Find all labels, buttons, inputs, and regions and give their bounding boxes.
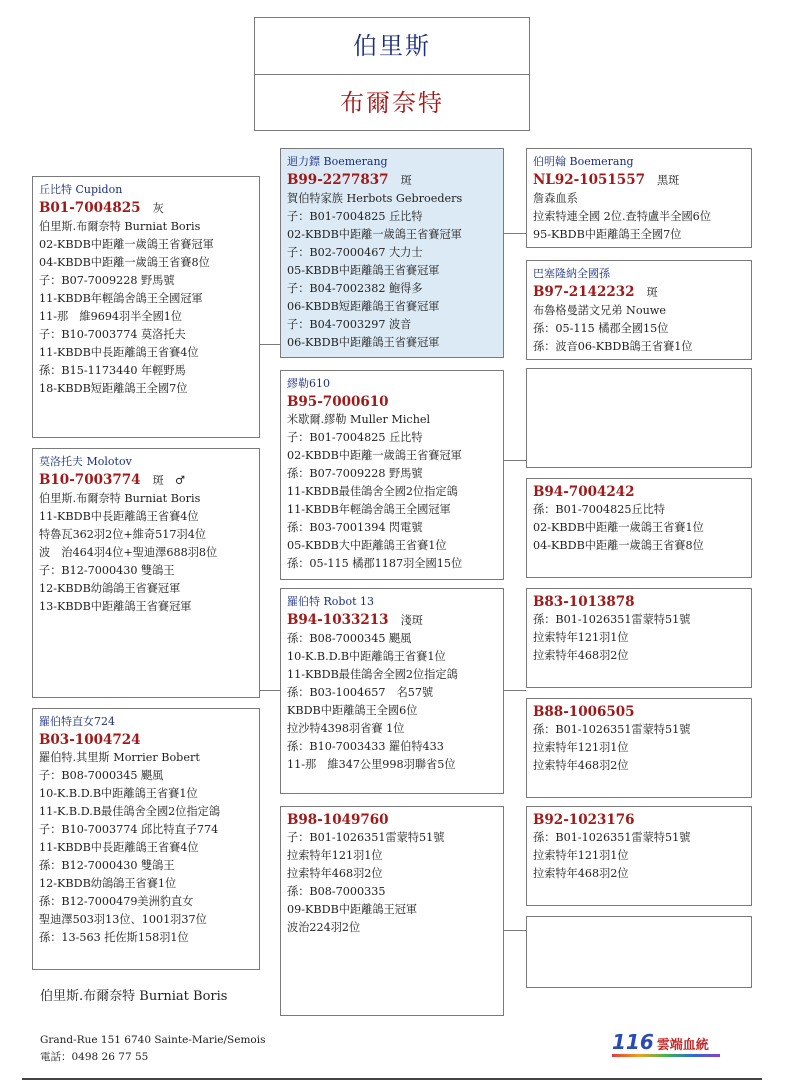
bird-name: 巴塞隆納全國孫 <box>533 267 610 280</box>
pedigree-line: 95-KBDB中距離鴿王全國7位 <box>533 228 682 241</box>
pedigree-line: 子：B04-7003297 波音 <box>287 318 412 331</box>
pedigree-line: 孫：B08-7000335 <box>287 885 386 898</box>
connector-line <box>504 233 526 234</box>
pedigree-line: 子：B10-7003774 莫洛托夫 <box>39 328 186 341</box>
pedigree-line: 02-KBDB中距離一歲鴿王省賽冠軍 <box>287 228 462 241</box>
color-tag: 黑斑 <box>656 174 680 187</box>
pedigree-line: 11-KBDB中長距離鴿王省賽4位 <box>39 510 199 523</box>
ring-number <box>39 199 253 218</box>
ring-code: B88-1006505 <box>533 704 635 720</box>
card-dam <box>32 448 260 698</box>
pedigree-line: 孫：B01-1026351雷蒙特51號 <box>533 723 691 736</box>
pedigree-line: 子：B01-7004825 丘比特 <box>287 431 423 444</box>
pedigree-line: 09-KBDB中距離鴿王冠軍 <box>287 903 418 916</box>
color-tag: 斑 <box>646 286 658 299</box>
pedigree-line: 羅伯特.其里斯 Morrier Bobert <box>39 751 200 764</box>
bird-name: 迴力鏢 Boemerang <box>287 155 388 168</box>
pedigree-line: 孫：B07-7009228 野馬號 <box>287 467 423 480</box>
connector-line <box>504 460 526 461</box>
pedigree-line: 拉索特年468羽2位 <box>287 867 383 880</box>
card-sire-sire-sire <box>526 148 752 248</box>
pedigree-line: 18-KBDB短距離鴿王全國7位 <box>39 382 188 395</box>
pedigree-line: 04-KBDB中距離一歲鴿王省賽8位 <box>533 539 704 552</box>
card-dam-dam-sire <box>280 806 504 1016</box>
card-dam-dam <box>32 708 260 970</box>
pedigree-line: KBDB中距離鴿王全國6位 <box>287 704 418 717</box>
pedigree-line: 10-K.B.D.B中距離鴿王省賽1位 <box>287 650 446 663</box>
ring-code: B83-1013878 <box>533 594 635 610</box>
pedigree-line: 12-KBDB幼鴿鴿王省賽冠軍 <box>39 582 181 595</box>
pedigree-line: 子：B02-7000467 大力士 <box>287 246 423 259</box>
logo-stripe <box>612 1054 720 1057</box>
pedigree-line: 特魯瓦362羽2位+維奇517羽4位 <box>39 528 207 541</box>
pedigree-line: 13-KBDB中距離鴿王省賽冠軍 <box>39 600 192 613</box>
pedigree-line: 11-K.B.D.B最佳鴿舍全國2位指定鴿 <box>39 805 221 818</box>
ring-code: B95-7000610 <box>287 394 389 410</box>
ring-number <box>287 393 497 411</box>
ring-number <box>533 171 745 190</box>
pedigree-line: 拉索特年121羽1位 <box>533 741 629 754</box>
connector-line <box>260 690 280 691</box>
connector-line <box>260 344 280 345</box>
pedigree-line: 子：B08-7000345 颶風 <box>39 769 164 782</box>
pedigree-line: 孫：B01-7004825丘比特 <box>533 503 665 516</box>
pedigree-line: 孫：B01-1026351雷蒙特51號 <box>533 613 691 626</box>
pedigree-line: 孫：05-115 橘郡1187羽全國15位 <box>287 557 463 570</box>
pedigree-line: 孫：13-563 托佐斯158羽1位 <box>39 931 189 944</box>
pedigree-line: 米歇爾.繆勒 Muller Michel <box>287 413 431 426</box>
pedigree-line: 賀伯特家族 Herbots Gebroeders <box>287 192 463 205</box>
ring-number <box>287 171 497 190</box>
pedigree-line: 孫：B08-7000345 颶風 <box>287 632 412 645</box>
loft-name-top: 伯里斯 <box>255 18 529 75</box>
card-dam-dam-sire-sire <box>526 806 752 906</box>
bird-name: 羅伯特直女724 <box>39 715 115 728</box>
ring-number <box>533 283 745 302</box>
pedigree-line: 聖迪澤503羽13位、1001羽37位 <box>39 913 207 926</box>
pedigree-line: 子：B12-7000430 雙鴿王 <box>39 564 175 577</box>
pedigree-line: 拉索特年468羽2位 <box>533 649 629 662</box>
pedigree-line: 拉索特年121羽1位 <box>533 631 629 644</box>
pedigree-header <box>254 17 530 131</box>
pedigree-line: 11-KBDB最佳鴿舍全國2位指定鴿 <box>287 485 458 498</box>
pedigree-line: 拉索特連全國 2位.查特盧半全國6位 <box>533 210 711 223</box>
bird-name: 莫洛托夫 Molotov <box>39 455 132 468</box>
ring-code: B01-7004825 <box>39 200 141 216</box>
pedigree-line: 孫：B01-1026351雷蒙特51號 <box>533 831 691 844</box>
bird-name: 繆勒610 <box>287 377 330 390</box>
pedigree-line: 伯里斯.布爾奈特 Burniat Boris <box>39 492 201 505</box>
pedigree-line: 11-KBDB中長距離鴿王省賽4位 <box>39 346 199 359</box>
ring-number <box>39 731 253 749</box>
ring-code: B92-1023176 <box>533 812 635 828</box>
connector-line <box>504 690 526 691</box>
bird-name: 伯明翰 Boemerang <box>533 155 634 168</box>
ring-code: B10-7003774 <box>39 472 141 488</box>
card-dam-sire <box>280 588 504 794</box>
pedigree-line: 孫：B12-7000479美洲豹直女 <box>39 895 194 908</box>
ring-number <box>39 471 253 490</box>
pedigree-line: 02-KBDB中距離一歲鴿王省賽冠軍 <box>287 449 462 462</box>
card-dam-sire-sire <box>526 588 752 688</box>
bird-name: 丘比特 Cupidon <box>39 183 123 196</box>
pedigree-line: 孫：B03-1004657 名57號 <box>287 686 434 699</box>
logo-text: 雲端血統 <box>656 1038 709 1053</box>
pedigree-line: 拉索特年468羽2位 <box>533 759 629 772</box>
pedigree-line: 拉索特年121羽1位 <box>287 849 383 862</box>
pedigree-line: 伯里斯.布爾奈特 Burniat Boris <box>39 220 201 233</box>
card-sire-dam-sire <box>526 368 752 468</box>
address: Grand-Rue 151 6740 Sainte-Marie/Semois <box>40 1034 266 1046</box>
color-tag: 灰 <box>152 202 164 215</box>
pedigree-line: 拉索特年468羽2位 <box>533 867 629 880</box>
color-tag: 斑 <box>400 174 412 187</box>
pedigree-line: 05-KBDB大中距離鴿王省賽1位 <box>287 539 447 552</box>
ring-code: B97-2142232 <box>533 284 635 300</box>
ring-code: B94-7004242 <box>533 484 635 500</box>
pedigree-line: 05-KBDB中距離鴿王省賽冠軍 <box>287 264 440 277</box>
ring-code: B98-1049760 <box>287 812 389 828</box>
card-sire-dam-dam <box>526 478 752 578</box>
card-sire <box>32 176 260 438</box>
pedigree-line: 孫：B10-7003433 羅伯特433 <box>287 740 444 753</box>
ring-number <box>533 811 745 829</box>
card-dam-sire-dam <box>526 698 752 798</box>
pedigree-line: 子：B01-1026351雷蒙特51號 <box>287 831 445 844</box>
pedigree-line: 波治224羽2位 <box>287 921 361 934</box>
contact-block <box>40 1032 265 1066</box>
pedigree-line: 子：B04-7002382 鮑得多 <box>287 282 423 295</box>
logo-number: 116 <box>612 1030 654 1054</box>
pedigree-line: 孫：B12-7000430 雙鴿王 <box>39 859 175 872</box>
pedigree-line: 11-KBDB中長距離鴿王省賽4位 <box>39 841 199 854</box>
color-tag: 淺斑 <box>400 614 423 627</box>
pedigree-line: 06-KBDB中距離鴿王省賽冠軍 <box>287 336 440 349</box>
footer-divider <box>22 1078 762 1080</box>
pedigree-line: 10-K.B.D.B中距離鴿王省賽1位 <box>39 787 198 800</box>
ring-code: B94-1033213 <box>287 612 389 628</box>
pedigree-line: 詹森血系 <box>533 192 578 205</box>
pedigree-line: 02-KBDB中距離一歲鴿王省賽1位 <box>533 521 704 534</box>
ring-number <box>533 593 745 611</box>
pedigree-line: 孫：05-115 橘郡全國15位 <box>533 322 669 335</box>
connector-line <box>504 930 526 931</box>
pedigree-line: 子：B01-7004825 丘比特 <box>287 210 423 223</box>
card-sire-dam <box>280 370 504 580</box>
pedigree-line: 子：B10-7003774 邱比特直子774 <box>39 823 219 836</box>
card-sire-sire <box>280 148 504 358</box>
pedigree-line: 孫：B15-1173440 年輕野馬 <box>39 364 186 377</box>
pedigree-line: 孫：波音06-KBDB鴿王省賽1位 <box>533 340 693 353</box>
pedigree-line: 拉索特年121羽1位 <box>533 849 629 862</box>
color-tag: 斑 ♂ <box>152 474 185 487</box>
owner-name: 伯里斯.布爾奈特 Burniat Boris <box>40 989 228 1004</box>
pedigree-line: 11-KBDB最佳鴿舍全國2位指定鴿 <box>287 668 458 681</box>
bird-name: 羅伯特 Robot 13 <box>287 595 374 608</box>
ring-number <box>533 483 745 501</box>
pedigree-line: 拉沙特4398羽省賽 1位 <box>287 722 405 735</box>
pedigree-line: 11-那 維347公里998羽聯省5位 <box>287 758 456 771</box>
phone: 電話：0498 26 77 55 <box>40 1051 149 1063</box>
card-dam-dam-sire-dam <box>526 916 752 988</box>
pedigree-line: 02-KBDB中距離一歲鴿王省賽冠軍 <box>39 238 214 251</box>
brand-logo <box>612 1030 709 1054</box>
ring-number <box>287 611 497 630</box>
pedigree-line: 波 治464羽4位+聖迪澤688羽8位 <box>39 546 218 559</box>
ring-code: B03-1004724 <box>39 732 141 748</box>
pedigree-line: 布魯格曼諾文兄弟 Nouwe <box>533 304 666 317</box>
ring-code: B99-2277837 <box>287 172 389 188</box>
pedigree-line: 11-那 維9694羽半全國1位 <box>39 310 183 323</box>
pedigree-line: 子：B07-7009228 野馬號 <box>39 274 175 287</box>
pedigree-line: 11-KBDB年輕鴿舍鴿王全國冠軍 <box>39 292 203 305</box>
pedigree-line: 孫：B03-7001394 閃電號 <box>287 521 423 534</box>
pedigree-line: 04-KBDB中距離一歲鴿王省賽8位 <box>39 256 210 269</box>
ring-number <box>287 811 497 829</box>
pedigree-line: 06-KBDB短距離鴿王省賽冠軍 <box>287 300 440 313</box>
ring-code: NL92-1051557 <box>533 172 645 188</box>
ring-number <box>533 703 745 721</box>
card-sire-sire-dam <box>526 260 752 360</box>
pedigree-line: 11-KBDB年輕鴿舍鴿王全國冠軍 <box>287 503 451 516</box>
pedigree-line: 12-KBDB幼鴿鴿王省賽1位 <box>39 877 177 890</box>
loft-name-bottom: 布爾奈特 <box>340 89 444 117</box>
